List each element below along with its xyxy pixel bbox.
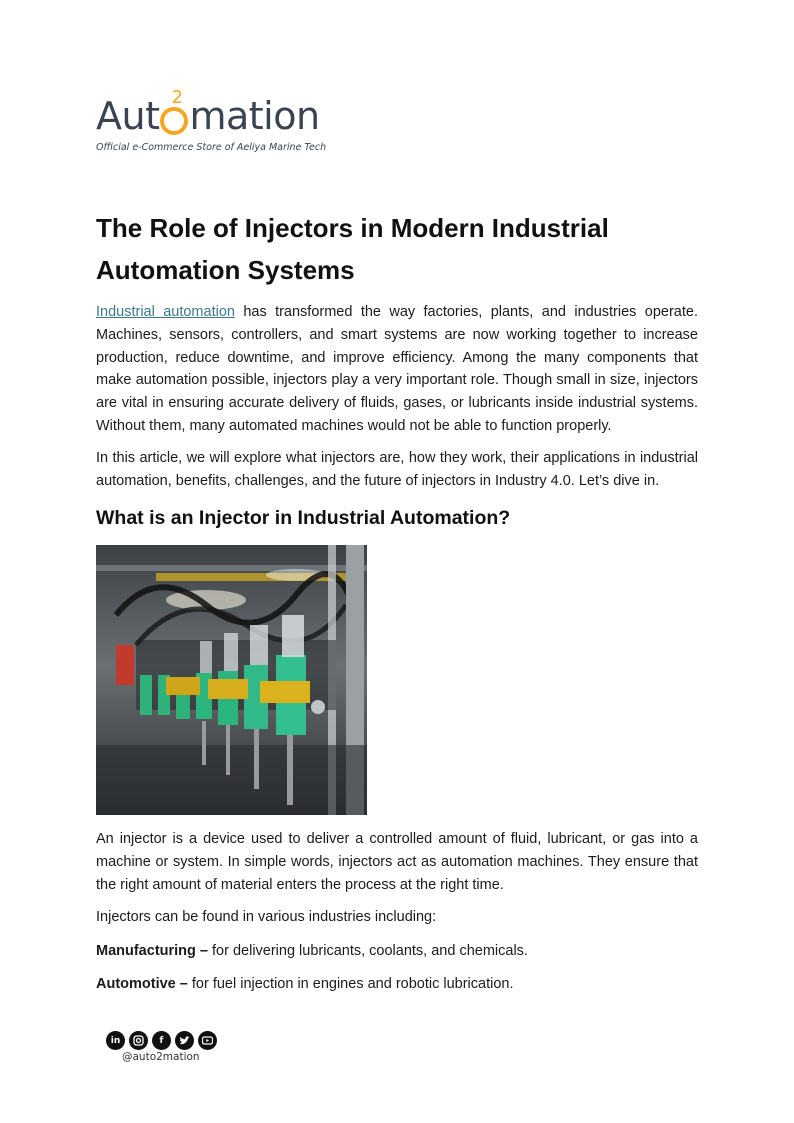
linkedin-icon[interactable]: in bbox=[106, 1031, 125, 1050]
facebook-icon[interactable]: f bbox=[152, 1031, 171, 1050]
industry-label: Manufacturing – bbox=[96, 943, 208, 959]
social-handle: @auto2mation bbox=[122, 1051, 200, 1063]
intro-paragraph bbox=[96, 301, 698, 438]
industry-label: Automotive – bbox=[96, 976, 188, 992]
logo-superscript: 2 bbox=[171, 87, 183, 108]
instagram-icon[interactable] bbox=[129, 1031, 148, 1050]
logo-tagline: Official e-Commerce Store of Aeliya Marine Tech bbox=[96, 142, 327, 153]
section-heading: What is an Injector in Industrial Automation? bbox=[96, 507, 511, 529]
logo-wordmark bbox=[96, 87, 366, 138]
logo-text-end: mation bbox=[189, 94, 320, 138]
injector-photo bbox=[96, 545, 367, 815]
twitter-icon[interactable] bbox=[175, 1031, 194, 1050]
industry-text: for fuel injection in engines and robotic lubrication. bbox=[187, 976, 514, 992]
social-footer bbox=[106, 1031, 226, 1063]
youtube-icon[interactable] bbox=[198, 1031, 217, 1050]
industries-intro: Injectors can be found in various industries including: bbox=[96, 909, 437, 925]
industry-item-automotive bbox=[96, 973, 698, 996]
logo-orange-o bbox=[160, 87, 188, 135]
brand-logo bbox=[96, 87, 366, 162]
overview-paragraph: In this article, we will explore what injectors are, how they work, their applications in industrial automation, benefits, challenges, and the future of injectors in Industry 4.0. Let’s dive in. bbox=[96, 450, 698, 489]
industry-text: for delivering lubricants, coolants, and chemicals. bbox=[207, 943, 528, 959]
social-icons bbox=[106, 1031, 226, 1050]
industry-item-manufacturing bbox=[96, 940, 698, 963]
logo-text-start: Aut bbox=[96, 94, 160, 138]
article-title: The Role of Injectors in Modern Industrial Automation Systems bbox=[96, 213, 609, 285]
intro-text: has transformed the way factories, plants, and industries operate. Machines, sensors, controllers, and smart systems are now working together to increase production, reduce downtime, and improve efficiency. Among the many components that make automation possible, injectors play a very important role. Though small in size, injectors are vital in ensuring accurate delivery of fluids, gases, or lubricants inside industrial systems. Without them, many automated machines would not be able to function properly. bbox=[96, 304, 698, 434]
industrial-automation-link[interactable]: Industrial automation bbox=[96, 304, 235, 320]
definition-paragraph: An injector is a device used to deliver a controlled amount of fluid, lubricant, or gas into a machine or system. In simple words, injectors act as automation machines. They ensure that the right amount of material enters the process at the right time. bbox=[96, 831, 698, 893]
